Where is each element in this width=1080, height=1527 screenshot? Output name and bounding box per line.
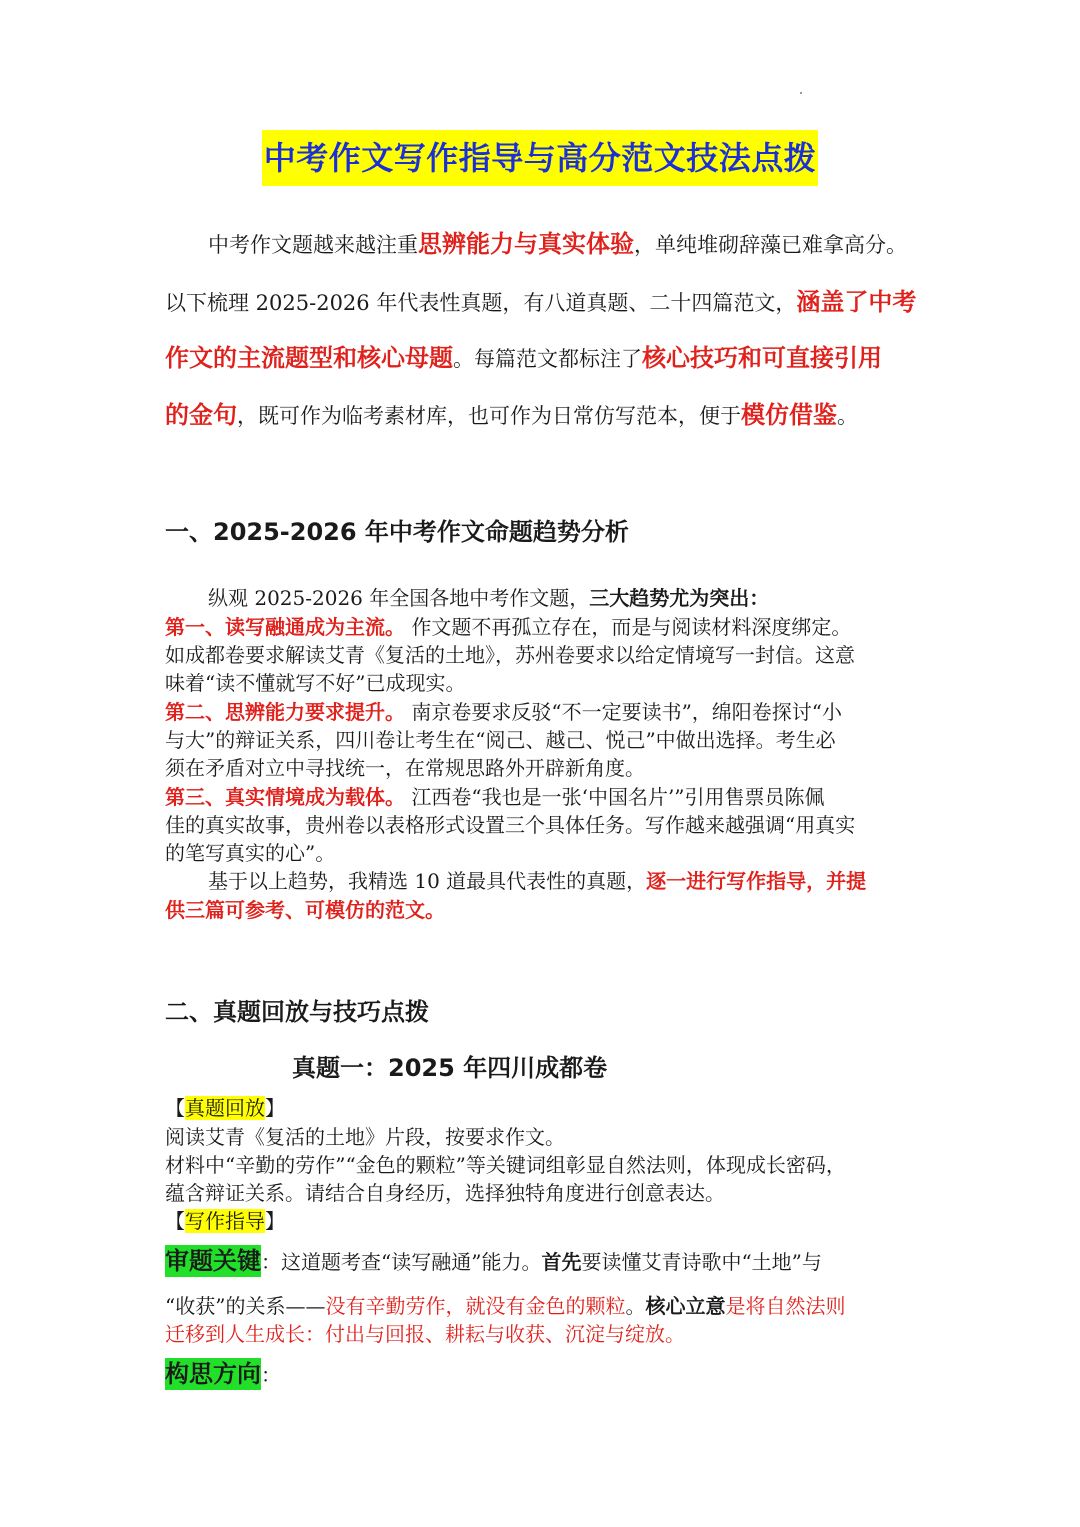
- section-1-para-2-line-2: [165, 896, 445, 924]
- body-text: 作文题不再孤立存在，而是与阅读材料深度绑定。: [405, 615, 852, 639]
- body-text: “收获”的关系——: [165, 1294, 326, 1318]
- body-emphasis: 逐一进行写作指导，并提: [646, 869, 867, 893]
- trend-2-line-2: 与大”的辩证关系，四川卷让考生在“阅己、越己、悦己”中做出选择。考生必: [165, 728, 836, 752]
- trend-3-line-1: [165, 783, 825, 811]
- section-1-para-2-line-1: [208, 867, 866, 895]
- tag-question-replay: [165, 1094, 285, 1122]
- section-2-heading: 二、真题回放与技巧点拨: [165, 998, 429, 1026]
- tag-label: 真题回放: [185, 1096, 265, 1120]
- body-text: 基于以上趋势，我精选 10 道最具代表性的真题，: [208, 869, 647, 893]
- body-text: 纵观 2025-2026 年全国各地中考作文题，: [208, 586, 590, 610]
- tag-writing-guide: [165, 1207, 285, 1235]
- bracket: 【: [165, 1209, 185, 1233]
- trend-2-label: 第二、思辨能力要求提升。: [165, 700, 405, 724]
- intro-text: 以下梳理 2025-2026 年代表性真题，有八道真题、二十四篇范文，: [165, 291, 797, 315]
- body-text: 。: [625, 1294, 646, 1318]
- intro-text: 。: [837, 404, 858, 428]
- question-1-title: 真题一：2025 年四川成都卷: [292, 1054, 608, 1082]
- trend-3-line-3: 的笔写真实的心”。: [165, 841, 336, 865]
- intro-emphasis: 模仿借鉴: [741, 401, 837, 429]
- trend-1-label: 第一、读写融通成为主流。: [165, 615, 405, 639]
- body-text: ：: [261, 1363, 281, 1387]
- trend-1-line-2: 如成都卷要求解读艾青《复活的土地》，苏州卷要求以给定情境写一封信。这意: [165, 643, 855, 667]
- intro-emphasis: 核心技巧和可直接引用: [642, 344, 882, 372]
- intro-emphasis: 思辨能力与真实体验: [418, 230, 634, 258]
- key-label: 审题关键: [165, 1247, 261, 1275]
- intro-text: ，既可作为临考素材库，也可作为日常仿写范本，便于: [237, 404, 741, 428]
- bracket: 【: [165, 1096, 185, 1120]
- tag-label: 写作指导: [185, 1209, 265, 1233]
- guide-line-3: 迁移到人生成长：付出与回报、耕耘与收获、沉淀与绽放。: [165, 1322, 685, 1346]
- intro-text: ，单纯堆砌辞藻已难拿高分。: [634, 233, 907, 257]
- bracket: 】: [265, 1209, 285, 1233]
- body-text: 江西卷“我也是一张‘中国名片’”引用售票员陈佩: [405, 785, 825, 809]
- body-emphasis: 核心立意: [645, 1294, 726, 1318]
- body-text: 南京卷要求反驳“不一定要读书”，绵阳卷探讨“小: [405, 700, 843, 724]
- trend-3-label: 第三、真实情境成为载体。: [165, 785, 405, 809]
- body-text: 要读懂艾青诗歌中“土地”与: [581, 1250, 822, 1274]
- intro-emphasis: 的金句: [165, 401, 237, 429]
- intro-line-3: [165, 343, 882, 374]
- intro-emphasis: 作文的主流题型和核心母题: [165, 344, 453, 372]
- intro-emphasis: 涵盖了中考: [796, 288, 917, 316]
- guide-line-4: [165, 1360, 281, 1389]
- intro-text: 。每篇范文都标注了: [453, 347, 642, 371]
- intro-line-2: [165, 287, 916, 318]
- question-line-2: 材料中“辛勤的劳作”“金色的颗粒”等关键词组彰显自然法则，体现成长密码，: [165, 1153, 846, 1177]
- section-1-heading: 一、2025-2026 年中考作文命题趋势分析: [165, 518, 629, 546]
- guide-line-2: [165, 1292, 845, 1320]
- body-emphasis: 首先: [541, 1250, 582, 1274]
- trend-1-line-1: [165, 613, 851, 641]
- page-title: 中考作文写作指导与高分范文技法点拨: [262, 130, 818, 186]
- guide-line-1: [165, 1247, 822, 1276]
- question-line-3: 蕴含辩证关系。请结合自身经历，选择独特角度进行创意表达。: [165, 1181, 725, 1205]
- intro-line-1: [208, 229, 907, 260]
- section-1-para-1: [208, 584, 769, 612]
- intro-line-4: [165, 400, 858, 431]
- key-label: 构思方向: [165, 1360, 261, 1388]
- scan-speck: [800, 92, 802, 94]
- intro-text: 中考作文题越来越注重: [208, 233, 418, 257]
- bracket: 】: [265, 1096, 285, 1120]
- body-text: ：这道题考查“读写融通”能力。: [261, 1250, 542, 1274]
- body-red: 是将自然法则: [725, 1294, 846, 1318]
- trend-2-line-3: 须在矛盾对立中寻找统一，在常规思路外开辟新角度。: [165, 756, 645, 780]
- body-emphasis: 供三篇可参考、可模仿的范文。: [165, 898, 445, 922]
- body-emphasis: 三大趋势尤为突出：: [589, 586, 770, 610]
- trend-1-line-3: 味着“读不懂就写不好”已成现实。: [165, 671, 466, 695]
- body-red: 没有辛勤劳作，就没有金色的颗粒: [325, 1294, 626, 1318]
- question-line-1: 阅读艾青《复活的土地》片段，按要求作文。: [165, 1125, 565, 1149]
- trend-3-line-2: 佳的真实故事，贵州卷以表格形式设置三个具体任务。写作越来越强调“用真实: [165, 813, 856, 837]
- trend-2-line-1: [165, 698, 842, 726]
